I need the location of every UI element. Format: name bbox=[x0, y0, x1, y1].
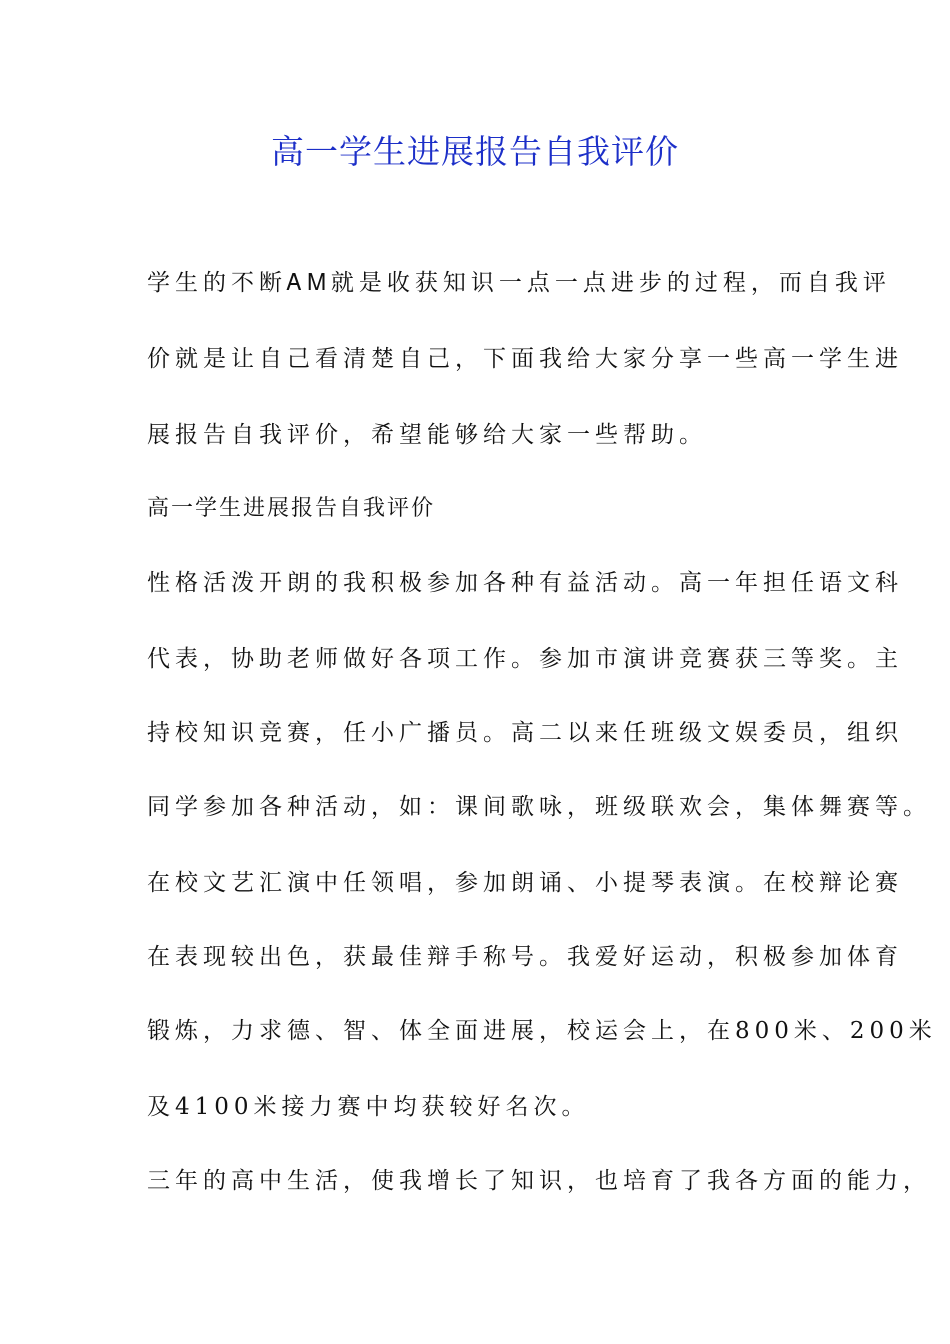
paragraph-line-2: 价就是让自己看清楚自己，下面我给大家分享一些高一学生进 bbox=[147, 346, 903, 372]
paragraph-line-1: 学生的不断ᎪᎷ就是收获知识一点一点进步的过程，而自我评 bbox=[147, 270, 891, 296]
section-heading: 高一学生进展报告自我评价 bbox=[147, 496, 436, 521]
paragraph-line-11: 及4100米接力赛中均获较好名次。 bbox=[147, 1094, 590, 1120]
paragraph-line-9: 在表现较出色，获最佳辩手称号。我爱好运动，积极参加体育 bbox=[147, 944, 903, 970]
paragraph-line-8: 在校文艺汇演中任领唱，参加朗诵、小提琴表演。在校辩论赛 bbox=[147, 870, 903, 896]
paragraph-line-7: 同学参加各种活动，如：课间歌咏，班级联欢会，集体舞赛等。 bbox=[147, 794, 931, 820]
document-title: 高一学生进展报告自我评价 bbox=[271, 132, 679, 171]
paragraph-line-12: 三年的高中生活，使我增长了知识，也培育了我各方面的能力， bbox=[147, 1168, 931, 1194]
paragraph-line-4: 性格活泼开朗的我积极参加各种有益活动。高一年担任语文科 bbox=[147, 570, 903, 596]
paragraph-line-10: 锻炼，力求德、智、体全面进展，校运会上，在800米、200米 bbox=[147, 1018, 937, 1044]
paragraph-line-3: 展报告自我评价，希望能够给大家一些帮助。 bbox=[147, 422, 707, 448]
paragraph-line-5: 代表，协助老师做好各项工作。参加市演讲竞赛获三等奖。主 bbox=[147, 646, 903, 672]
paragraph-line-6: 持校知识竞赛，任小广播员。高二以来任班级文娱委员，组织 bbox=[147, 720, 903, 746]
